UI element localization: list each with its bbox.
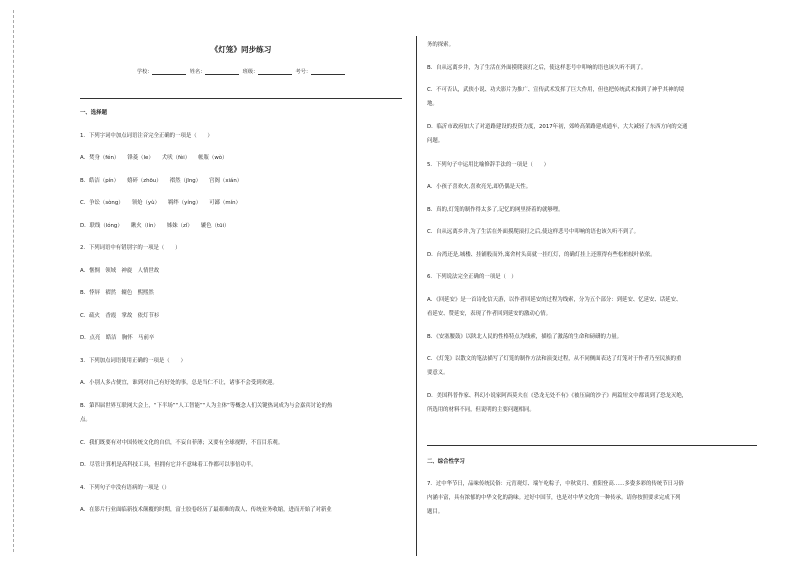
option-line: C．《灯笼》以散文的笔法描写了灯笼的制作方法和演变过程，从不同侧面表达了灯笼对于作者乃至民族的重 [427,356,682,362]
option-line: 要意义。 [427,370,449,376]
option-line: B．悖屏 褶然 辘色 熙熙然 [80,290,154,296]
option-line: A．小别人多占便宜，谁到对自己有好处的事，总是当仁不让，诸事不会受到欢迎。 [80,380,278,386]
option-line: B．真的,灯笼的制作得太多了,记忆的网里挤着的就够哩。 [427,207,564,213]
option-line: A．惬惆 领域 神旋 人情世故 [80,268,160,274]
question-line: 7．过中华节日，品味传统民俗：元宵观灯、端午吃粽子，中秋赏月、重阳登高……多姿多彩的传统节日习俗 [427,481,684,487]
option-line: D．台湾还是,城楼、挂铺般而外,寓舍村头高就一挂红灯，的确灯挂上还照得有些松柏枝叶依依。 [427,252,656,258]
option-line: B．《安塞腰鼓》以陕北人民的性格特点为线索，描绘了激荡的生命和磅礴的力量。 [427,334,623,340]
option-line: A．在影片行业面临新技术颠覆的时期，富士胶卷经历了最艰难的裁人、传统业务收缩，进而开始了对新业 [80,507,332,513]
student-info-row [80,68,402,75]
name-label: 姓名： [189,69,206,75]
option-line: C．我们既要有对中国传统文化的自信，不妄自菲薄；又要有全球视野，不盲目乐观。 [80,440,284,446]
header-separator [80,98,402,99]
section-heading: 二、综合性学习 [427,459,465,465]
question-line: 4．下列句子中没有语病的一项是（） [80,485,170,491]
exam-no-label: 考号： [295,69,312,75]
option-line: B．第四届世界互联网大会上，“下半场”“人工智能”“人为主体”等概念人们关键热词成为与会嘉宾讨论的热 [80,403,333,409]
question-line: 题目。 [427,509,444,515]
option-line: 看延安、赞延安，表现了作者回到延安的激动心情。 [427,311,551,317]
option-line: C．不可否认，武侠小说、功夫影片为推广、宣传武术发挥了巨大作用，但也把传统武术推到了神乎其神的境 [427,87,685,93]
option-line: C．自从远离乡井,为了生活在外面摸爬滚打之后,使这样悲号中叩响的语也该久听不到了。 [427,229,640,235]
option-line: 问题。 [427,138,444,144]
option-line: D．美国科普作家、科幻小说家阿西莫夫在《恐龙无处不有》《被压扁的沙子》两篇短文中都谈到了恐龙灭绝， [427,393,688,399]
name-field[interactable] [205,68,239,75]
question-line: 1．下列字词中加点词语注音完全正确的一项是（ ） [80,133,213,139]
section-separator [427,445,757,446]
class-field[interactable] [258,68,292,75]
column-divider [416,36,417,556]
option-line: D．临沂市政府加大了对道路建设的投资力度，2017年初，郊岭高架路建成通车，大大减轻了东西方向的交通 [427,124,688,130]
option-line: B．自从远离乡井，为了生活在外面摸爬滚打之后，使这样悲号中叩响的语也该久听不到了。 [427,65,647,71]
option-line: A．小孩子喜欢火,喜欢亮光,却仍偶是天性。 [427,184,532,190]
option-line: 务的探索。 [427,42,454,48]
question-line: 内涵丰富，具有浓郁的中华文化的韵味。过好中国节，也是对中华文化的一种传承。请你按照要求完成下列 [427,495,681,501]
class-label: 班级： [242,69,259,75]
option-line: D．尽管计算机是高科技工具，但拥有它并不意味着工作都可以事倍功半。 [80,462,257,468]
option-line: D．点亮 皓洁 胸怀 马前卒 [80,335,155,341]
school-label: 学校： [136,69,153,75]
exam-no-field[interactable] [311,68,345,75]
option-line: A．《回延安》是一首诗化信天游，以作者回延安的过程为线索，分为五个部分：到延安、忆延安、话延安、 [427,297,682,303]
binding-dashed-line [13,10,14,552]
school-field[interactable] [152,68,186,75]
question-line: 5．下列句子中运用比喻修辞手法的一项是（ ） [427,162,550,168]
option-line: B．皓洁（pín） 嬉碎（zhōu） 褶然（jīng） 宫阁（xián） [80,178,243,184]
question-line: 6．下列说法完全正确的一项是（ ） [427,274,517,280]
question-line: 3．下列加点词语使用正确的一项是（ ） [80,358,186,364]
question-line: 2．下列词语中有错别字的一项是（ ） [80,245,181,251]
page-title: 《灯笼》同步练习 [210,45,272,54]
option-line: C．疏火 香霞 掌故 依灯节衫 [80,313,160,319]
option-line: A．焚身（fén） 锋菱（le） 犬吠（fèi） 帐瓶（wò） [80,155,228,161]
section-heading: 一、选择题 [80,110,107,116]
option-line: D．联线（lóng） 瞅火（lín） 姊妹（zǐ） 辘色（tūi） [80,223,230,229]
option-line: C．争讼（sòng） 领炝（yù） 羁绊（yíng） 可鄙（mín） [80,200,241,206]
option-line: 所选用的材料不同，但说明的主要问题相同。 [427,407,535,413]
option-line: 地。 [427,101,438,107]
binding-margin [0,0,22,562]
option-line: 点。 [80,417,91,423]
